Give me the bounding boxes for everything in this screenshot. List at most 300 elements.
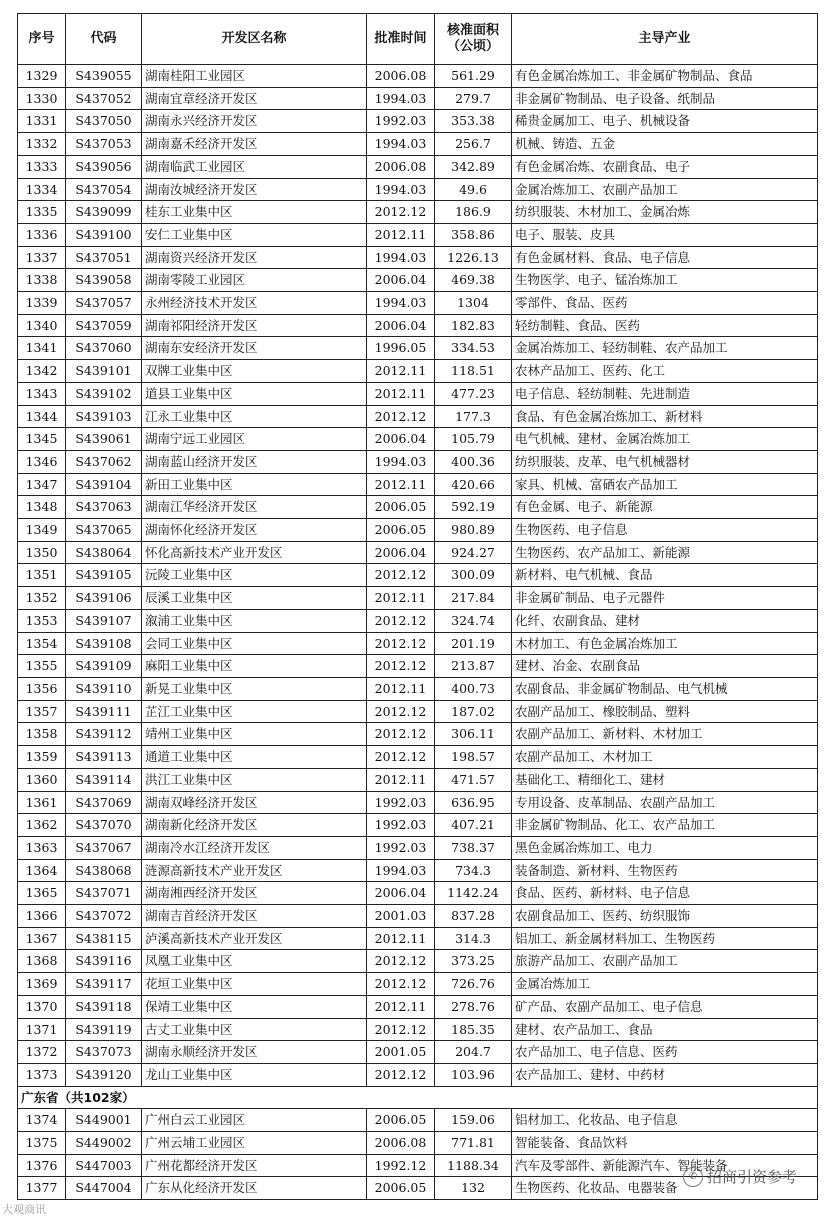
cell-approval-date: 2012.11	[367, 995, 435, 1018]
table-row	[18, 541, 818, 564]
table-row	[18, 428, 818, 451]
cell-zone-name: 湖南永兴经济开发区	[142, 110, 367, 133]
cell-seq: 1362	[18, 814, 66, 837]
cell-leading-industry: 黑色金属冶炼加工、电力	[512, 836, 818, 859]
cell-zone-name: 安仁工业集中区	[142, 223, 367, 246]
table-row	[18, 314, 818, 337]
cell-code: S447003	[66, 1154, 142, 1177]
cell-code: S439111	[66, 700, 142, 723]
cell-seq: 1330	[18, 87, 66, 110]
cell-seq: 1357	[18, 700, 66, 723]
cell-leading-industry: 零部件、食品、医药	[512, 292, 818, 315]
cell-approved-area: 636.95	[435, 791, 512, 814]
cell-zone-name: 泸溪高新技术产业开发区	[142, 927, 367, 950]
cell-approved-area: 469.38	[435, 269, 512, 292]
cell-seq: 1353	[18, 609, 66, 632]
cell-seq: 1335	[18, 201, 66, 224]
cell-code: S439112	[66, 723, 142, 746]
cell-approval-date: 2012.11	[367, 223, 435, 246]
cell-approval-date: 2006.05	[367, 519, 435, 542]
cell-approval-date: 2006.05	[367, 496, 435, 519]
cell-leading-industry: 轻纺制鞋、食品、医药	[512, 314, 818, 337]
cell-approved-area: 420.66	[435, 473, 512, 496]
cell-leading-industry: 矿产品、农副产品加工、电子信息	[512, 995, 818, 1018]
cell-approved-area: 353.38	[435, 110, 512, 133]
cell-leading-industry: 农副产品加工、木材加工	[512, 746, 818, 769]
table-row	[18, 905, 818, 928]
table-row	[18, 950, 818, 973]
cell-code: S437072	[66, 905, 142, 928]
cell-code: S439056	[66, 155, 142, 178]
table-row	[18, 1132, 818, 1155]
cell-leading-industry: 纺织服装、皮革、电气机械器材	[512, 450, 818, 473]
cell-code: S439055	[66, 65, 142, 88]
cell-seq: 1350	[18, 541, 66, 564]
development-zone-table	[17, 13, 818, 1200]
cell-seq: 1370	[18, 995, 66, 1018]
cell-leading-industry: 纺织服装、木材加工、金属冶炼	[512, 201, 818, 224]
cell-zone-name: 广州云埔工业园区	[142, 1132, 367, 1155]
table-row	[18, 269, 818, 292]
cell-approval-date: 1994.03	[367, 859, 435, 882]
cell-zone-name: 辰溪工业集中区	[142, 587, 367, 610]
cell-leading-industry: 机械、铸造、五金	[512, 133, 818, 156]
table-row	[18, 133, 818, 156]
cell-approval-date: 2012.11	[367, 768, 435, 791]
cell-approval-date: 1992.03	[367, 110, 435, 133]
cell-leading-industry: 生物医药、电子信息	[512, 519, 818, 542]
cell-seq: 1361	[18, 791, 66, 814]
cell-leading-industry: 农副食品加工、医药、纺织服饰	[512, 905, 818, 928]
cell-leading-industry: 化纤、农副食品、建材	[512, 609, 818, 632]
cell-code: S437062	[66, 450, 142, 473]
table-body-hunan	[18, 65, 818, 1087]
cell-seq: 1365	[18, 882, 66, 905]
table-row	[18, 1063, 818, 1086]
table-row	[18, 87, 818, 110]
cell-zone-name: 湖南湘西经济开发区	[142, 882, 367, 905]
table-row	[18, 791, 818, 814]
cell-code: S439114	[66, 768, 142, 791]
cell-seq: 1377	[18, 1177, 66, 1200]
cell-code: S439101	[66, 360, 142, 383]
cell-code: S439116	[66, 950, 142, 973]
cell-seq: 1354	[18, 632, 66, 655]
cell-leading-industry: 家具、机械、富硒农产品加工	[512, 473, 818, 496]
table-row	[18, 768, 818, 791]
cell-code: S439109	[66, 655, 142, 678]
cell-approved-area: 103.96	[435, 1063, 512, 1086]
cell-seq: 1331	[18, 110, 66, 133]
cell-code: S439099	[66, 201, 142, 224]
cell-seq: 1337	[18, 246, 66, 269]
cell-zone-name: 湖南蓝山经济开发区	[142, 450, 367, 473]
cell-zone-name: 江永工业集中区	[142, 405, 367, 428]
table-row	[18, 405, 818, 428]
cell-approved-area: 177.3	[435, 405, 512, 428]
cell-approval-date: 2012.12	[367, 632, 435, 655]
cell-approved-area: 924.27	[435, 541, 512, 564]
cell-code: S437073	[66, 1041, 142, 1064]
cell-code: S438115	[66, 927, 142, 950]
cell-zone-name: 溆浦工业集中区	[142, 609, 367, 632]
cell-seq: 1344	[18, 405, 66, 428]
cell-approved-area: 204.7	[435, 1041, 512, 1064]
table-row	[18, 677, 818, 700]
cell-leading-industry: 建材、冶金、农副食品	[512, 655, 818, 678]
cell-zone-name: 道县工业集中区	[142, 382, 367, 405]
cell-code: S439118	[66, 995, 142, 1018]
cell-code: S439113	[66, 746, 142, 769]
cell-code: S437071	[66, 882, 142, 905]
cell-leading-industry: 食品、有色金属冶炼加工、新材料	[512, 405, 818, 428]
cell-zone-name: 湖南资兴经济开发区	[142, 246, 367, 269]
cell-leading-industry: 基础化工、精细化工、建材	[512, 768, 818, 791]
cell-code: S437051	[66, 246, 142, 269]
cell-seq: 1359	[18, 746, 66, 769]
cell-seq: 1369	[18, 973, 66, 996]
cell-approved-area: 256.7	[435, 133, 512, 156]
cell-seq: 1334	[18, 178, 66, 201]
cell-code: S438068	[66, 859, 142, 882]
table-row	[18, 473, 818, 496]
cell-approved-area: 471.57	[435, 768, 512, 791]
cell-approved-area: 477.23	[435, 382, 512, 405]
cell-approved-area: 400.73	[435, 677, 512, 700]
table-row	[18, 223, 818, 246]
cell-approval-date: 2012.11	[367, 360, 435, 383]
cell-leading-industry: 生物医药、化妆品、电器装备	[512, 1177, 818, 1200]
cell-code: S439058	[66, 269, 142, 292]
cell-zone-name: 凤凰工业集中区	[142, 950, 367, 973]
cell-zone-name: 龙山工业集中区	[142, 1063, 367, 1086]
cell-seq: 1374	[18, 1109, 66, 1132]
cell-leading-industry: 专用设备、皮革制品、农副产品加工	[512, 791, 818, 814]
cell-zone-name: 永州经济技术开发区	[142, 292, 367, 315]
cell-seq: 1351	[18, 564, 66, 587]
cell-code: S437070	[66, 814, 142, 837]
cell-code: S437050	[66, 110, 142, 133]
table-row	[18, 155, 818, 178]
cell-code: S437069	[66, 791, 142, 814]
table-row	[18, 337, 818, 360]
cell-approved-area: 159.06	[435, 1109, 512, 1132]
table-row	[18, 110, 818, 133]
province-label: 广东省（共102家）	[18, 1086, 818, 1109]
cell-zone-name: 广东从化经济开发区	[142, 1177, 367, 1200]
cell-zone-name: 湖南东安经济开发区	[142, 337, 367, 360]
cell-approval-date: 2012.12	[367, 950, 435, 973]
cell-zone-name: 湖南新化经济开发区	[142, 814, 367, 837]
watermark-right-text: 招商引资参考	[706, 1168, 797, 1186]
cell-code: S439105	[66, 564, 142, 587]
table-row	[18, 723, 818, 746]
cell-seq: 1360	[18, 768, 66, 791]
cell-approved-area: 738.37	[435, 836, 512, 859]
cell-leading-industry: 农产品加工、电子信息、医药	[512, 1041, 818, 1064]
cell-leading-industry: 有色金属、电子、新能源	[512, 496, 818, 519]
cell-seq: 1329	[18, 65, 66, 88]
cell-approved-area: 734.3	[435, 859, 512, 882]
cell-approved-area: 726.76	[435, 973, 512, 996]
cell-zone-name: 湖南宜章经济开发区	[142, 87, 367, 110]
watermark-left-text: 大观商讯	[2, 1203, 46, 1216]
cell-approval-date: 2006.08	[367, 155, 435, 178]
cell-approved-area: 279.7	[435, 87, 512, 110]
cell-code: S438064	[66, 541, 142, 564]
cell-zone-name: 洪江工业集中区	[142, 768, 367, 791]
cell-approval-date: 1994.03	[367, 450, 435, 473]
cell-leading-industry: 智能装备、食品饮料	[512, 1132, 818, 1155]
cell-approved-area: 198.57	[435, 746, 512, 769]
cell-zone-name: 保靖工业集中区	[142, 995, 367, 1018]
cell-zone-name: 湖南江华经济开发区	[142, 496, 367, 519]
cell-seq: 1347	[18, 473, 66, 496]
cell-zone-name: 涟源高新技术产业开发区	[142, 859, 367, 882]
cell-seq: 1352	[18, 587, 66, 610]
cell-zone-name: 新田工业集中区	[142, 473, 367, 496]
table-row	[18, 201, 818, 224]
cell-leading-industry: 有色金属冶炼、农副食品、电子	[512, 155, 818, 178]
cell-approved-area: 182.83	[435, 314, 512, 337]
cell-zone-name: 湖南嘉禾经济开发区	[142, 133, 367, 156]
cell-approved-area: 185.35	[435, 1018, 512, 1041]
cell-seq: 1341	[18, 337, 66, 360]
cell-approval-date: 2012.12	[367, 655, 435, 678]
cell-seq: 1373	[18, 1063, 66, 1086]
province-row	[18, 1086, 818, 1109]
table-row	[18, 995, 818, 1018]
header-code: 代码	[66, 14, 142, 65]
province-section	[18, 1086, 818, 1109]
cell-approval-date: 2006.04	[367, 269, 435, 292]
cell-seq: 1345	[18, 428, 66, 451]
cell-leading-industry: 食品、医药、新材料、电子信息	[512, 882, 818, 905]
cell-seq: 1356	[18, 677, 66, 700]
cell-approved-area: 118.51	[435, 360, 512, 383]
cell-approval-date: 2006.05	[367, 1109, 435, 1132]
cell-code: S437052	[66, 87, 142, 110]
table-row	[18, 450, 818, 473]
cell-zone-name: 湖南临武工业园区	[142, 155, 367, 178]
cell-zone-name: 湖南吉首经济开发区	[142, 905, 367, 928]
table-row	[18, 746, 818, 769]
cell-zone-name: 湖南双峰经济开发区	[142, 791, 367, 814]
cell-approved-area: 300.09	[435, 564, 512, 587]
cell-zone-name: 湖南永顺经济开发区	[142, 1041, 367, 1064]
table-row	[18, 519, 818, 542]
cell-leading-industry: 汽车及零部件、新能源汽车、智能装备	[512, 1154, 818, 1177]
cell-approval-date: 2001.05	[367, 1041, 435, 1064]
cell-code: S439108	[66, 632, 142, 655]
watermark-right	[683, 1166, 797, 1187]
cell-seq: 1340	[18, 314, 66, 337]
cell-approval-date: 2006.04	[367, 882, 435, 905]
cell-seq: 1368	[18, 950, 66, 973]
cell-code: S449001	[66, 1109, 142, 1132]
cell-approved-area: 132	[435, 1177, 512, 1200]
table-row	[18, 1018, 818, 1041]
cell-approved-area: 837.28	[435, 905, 512, 928]
cell-zone-name: 通道工业集中区	[142, 746, 367, 769]
table-row	[18, 564, 818, 587]
cell-leading-industry: 农副食品、非金属矿物制品、电气机械	[512, 677, 818, 700]
cell-approval-date: 1992.03	[367, 791, 435, 814]
cell-code: S439120	[66, 1063, 142, 1086]
cell-zone-name: 湖南桂阳工业园区	[142, 65, 367, 88]
cell-approval-date: 2012.12	[367, 973, 435, 996]
cell-code: S439119	[66, 1018, 142, 1041]
cell-approval-date: 2012.12	[367, 201, 435, 224]
cell-zone-name: 芷江工业集中区	[142, 700, 367, 723]
cell-approved-area: 324.74	[435, 609, 512, 632]
cell-code: S449002	[66, 1132, 142, 1155]
cell-leading-industry: 稀贵金属加工、电子、机械设备	[512, 110, 818, 133]
cell-approved-area: 1226.13	[435, 246, 512, 269]
cell-seq: 1358	[18, 723, 66, 746]
cell-approved-area: 314.3	[435, 927, 512, 950]
cell-code: S437059	[66, 314, 142, 337]
cell-zone-name: 湖南宁远工业园区	[142, 428, 367, 451]
cell-approval-date: 2012.11	[367, 473, 435, 496]
table-row	[18, 1041, 818, 1064]
cell-seq: 1333	[18, 155, 66, 178]
cell-zone-name: 花垣工业集中区	[142, 973, 367, 996]
table-row	[18, 1109, 818, 1132]
cell-approved-area: 373.25	[435, 950, 512, 973]
cell-approval-date: 1994.03	[367, 178, 435, 201]
cell-leading-industry: 非金属矿物制品、化工、农产品加工	[512, 814, 818, 837]
cell-seq: 1348	[18, 496, 66, 519]
table-row	[18, 882, 818, 905]
cell-leading-industry: 有色金属冶炼加工、非金属矿物制品、食品	[512, 65, 818, 88]
cell-leading-industry: 电子、服装、皮具	[512, 223, 818, 246]
cell-approved-area: 213.87	[435, 655, 512, 678]
cell-approval-date: 2006.05	[367, 1177, 435, 1200]
wechat-icon: ✆	[683, 1167, 703, 1187]
cell-approved-area: 1188.34	[435, 1154, 512, 1177]
cell-zone-name: 靖州工业集中区	[142, 723, 367, 746]
header-row	[18, 14, 818, 65]
cell-approval-date: 2012.12	[367, 1018, 435, 1041]
cell-seq: 1375	[18, 1132, 66, 1155]
header-approval-date: 批准时间	[367, 14, 435, 65]
cell-code: S437057	[66, 292, 142, 315]
cell-leading-industry: 农产品加工、建材、中药材	[512, 1063, 818, 1086]
cell-zone-name: 古丈工业集中区	[142, 1018, 367, 1041]
cell-approval-date: 1994.03	[367, 87, 435, 110]
cell-approved-area: 1142.24	[435, 882, 512, 905]
cell-code: S439110	[66, 677, 142, 700]
table-row	[18, 292, 818, 315]
cell-approval-date: 2006.08	[367, 1132, 435, 1155]
cell-seq: 1371	[18, 1018, 66, 1041]
cell-code: S439104	[66, 473, 142, 496]
cell-seq: 1363	[18, 836, 66, 859]
cell-approved-area: 400.36	[435, 450, 512, 473]
cell-leading-industry: 电气机械、建材、金属冶炼加工	[512, 428, 818, 451]
cell-approved-area: 771.81	[435, 1132, 512, 1155]
cell-zone-name: 湖南祁阳经济开发区	[142, 314, 367, 337]
table-row	[18, 178, 818, 201]
cell-code: S437053	[66, 133, 142, 156]
cell-leading-industry: 农副产品加工、橡胶制品、塑料	[512, 700, 818, 723]
cell-leading-industry: 铝加工、新金属材料加工、生物医药	[512, 927, 818, 950]
table-row	[18, 973, 818, 996]
cell-approval-date: 2006.04	[367, 428, 435, 451]
cell-approval-date: 2012.12	[367, 609, 435, 632]
cell-approved-area: 186.9	[435, 201, 512, 224]
table-row	[18, 360, 818, 383]
cell-approved-area: 187.02	[435, 700, 512, 723]
cell-approved-area: 49.6	[435, 178, 512, 201]
cell-approved-area: 561.29	[435, 65, 512, 88]
cell-approval-date: 2012.12	[367, 405, 435, 428]
cell-seq: 1367	[18, 927, 66, 950]
table-row	[18, 836, 818, 859]
cell-approved-area: 358.86	[435, 223, 512, 246]
cell-seq: 1366	[18, 905, 66, 928]
cell-approval-date: 1994.03	[367, 246, 435, 269]
cell-leading-industry: 金属冶炼加工、农副产品加工	[512, 178, 818, 201]
cell-zone-name: 麻阳工业集中区	[142, 655, 367, 678]
cell-approval-date: 2006.04	[367, 314, 435, 337]
cell-leading-industry: 生物医药、农产品加工、新能源	[512, 541, 818, 564]
cell-code: S439107	[66, 609, 142, 632]
cell-zone-name: 广州花都经济开发区	[142, 1154, 367, 1177]
cell-approval-date: 2012.11	[367, 927, 435, 950]
cell-approval-date: 1996.05	[367, 337, 435, 360]
cell-approval-date: 2012.12	[367, 746, 435, 769]
cell-zone-name: 湖南怀化经济开发区	[142, 519, 367, 542]
cell-leading-industry: 农林产品加工、医药、化工	[512, 360, 818, 383]
cell-approval-date: 2001.03	[367, 905, 435, 928]
cell-code: S439106	[66, 587, 142, 610]
header-seq: 序号	[18, 14, 66, 65]
cell-leading-industry: 生物医学、电子、锰冶炼加工	[512, 269, 818, 292]
table-row	[18, 814, 818, 837]
cell-leading-industry: 农副产品加工、新材料、木材加工	[512, 723, 818, 746]
cell-approval-date: 2012.12	[367, 1063, 435, 1086]
cell-approved-area: 1304	[435, 292, 512, 315]
table-row	[18, 496, 818, 519]
cell-seq: 1336	[18, 223, 66, 246]
table-row	[18, 246, 818, 269]
cell-leading-industry: 金属冶炼加工、轻纺制鞋、农产品加工	[512, 337, 818, 360]
cell-approved-area: 334.53	[435, 337, 512, 360]
cell-leading-industry: 新材料、电气机械、食品	[512, 564, 818, 587]
cell-seq: 1349	[18, 519, 66, 542]
table-row	[18, 859, 818, 882]
cell-zone-name: 桂东工业集中区	[142, 201, 367, 224]
cell-zone-name: 会同工业集中区	[142, 632, 367, 655]
cell-code: S439103	[66, 405, 142, 428]
cell-leading-industry: 旅游产品加工、农副产品加工	[512, 950, 818, 973]
cell-leading-industry: 铝材加工、化妆品、电子信息	[512, 1109, 818, 1132]
watermark-left	[2, 1201, 46, 1217]
table-row	[18, 65, 818, 88]
cell-seq: 1364	[18, 859, 66, 882]
cell-leading-industry: 非金属矿物制品、电子设备、纸制品	[512, 87, 818, 110]
cell-approval-date: 2012.11	[367, 587, 435, 610]
cell-zone-name: 双牌工业集中区	[142, 360, 367, 383]
cell-approval-date: 2012.11	[367, 677, 435, 700]
cell-zone-name: 怀化高新技术产业开发区	[142, 541, 367, 564]
cell-approved-area: 592.19	[435, 496, 512, 519]
cell-leading-industry: 电子信息、轻纺制鞋、先进制造	[512, 382, 818, 405]
table-row	[18, 927, 818, 950]
cell-code: S439102	[66, 382, 142, 405]
